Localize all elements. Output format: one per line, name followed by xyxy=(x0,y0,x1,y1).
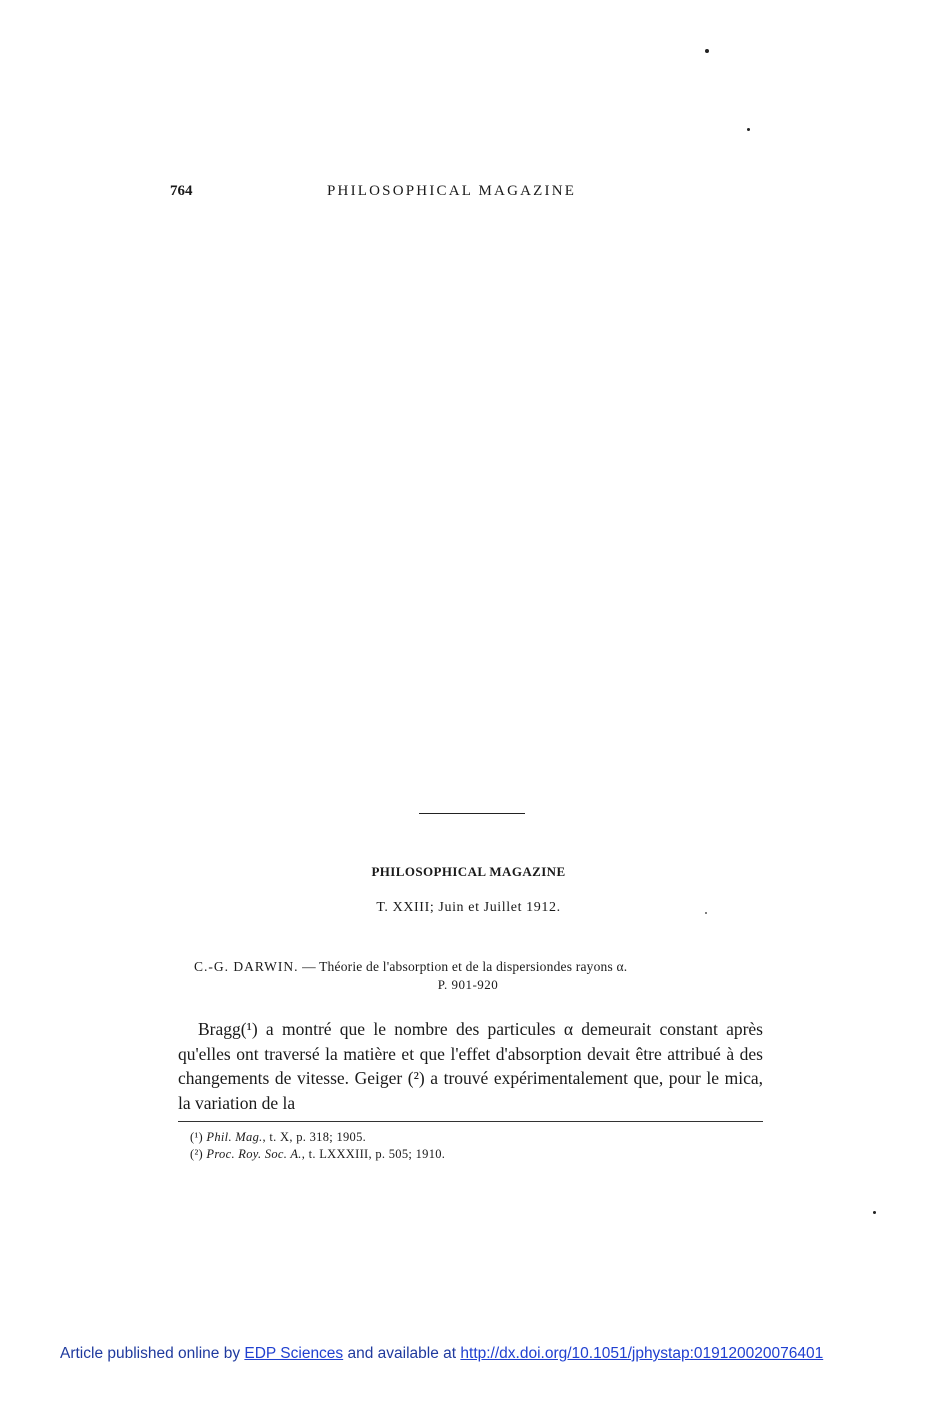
footnote xyxy=(190,1146,445,1163)
banner-prefix: Article published online by xyxy=(60,1345,245,1362)
footnote xyxy=(190,1129,445,1146)
footnote-details: , t. LXXXIII, p. 505; 1910. xyxy=(301,1147,446,1161)
issue-line: T. XXIII; Juin et Juillet 1912. xyxy=(376,900,561,915)
article-heading xyxy=(194,959,627,975)
article-body-text: Bragg(¹) a montré que le nombre des particules α demeurait constant après qu'elles ont traversé la matière et que l'effet d'absorption devait être attribué à des changements de vitesse. Geiger (²) a trouvé expérimentalement que, pour le mica, la variation de la xyxy=(178,1019,763,1113)
footnote-marker: (¹) xyxy=(190,1130,203,1144)
footnote-source: Phil. Mag. xyxy=(206,1130,263,1144)
article-title: — Théorie de l'absorption et de la dispersiondes rayons α. xyxy=(298,959,628,974)
footnotes xyxy=(190,1129,445,1163)
publisher-link[interactable]: EDP Sciences xyxy=(244,1345,344,1362)
footnote-details: , t. X, p. 318; 1905. xyxy=(262,1130,367,1144)
article-pages: P. 901-920 xyxy=(437,977,499,992)
publication-banner xyxy=(60,1345,823,1363)
running-title: PHILOSOPHICAL MAGAZINE xyxy=(327,183,577,199)
footnote-rule xyxy=(178,1121,763,1122)
scan-speck xyxy=(705,912,707,914)
footnote-source: Proc. Roy. Soc. A. xyxy=(206,1147,302,1161)
footnote-marker: (²) xyxy=(190,1147,203,1161)
doi-link[interactable]: http://dx.doi.org/10.1051/jphystap:019120020076401 xyxy=(460,1345,824,1362)
article-body xyxy=(178,1017,763,1115)
scan-speck xyxy=(747,128,750,131)
page-number: 764 xyxy=(170,183,193,199)
article-author: C.-G. DARWIN. xyxy=(194,959,299,974)
section-title: PHILOSOPHICAL MAGAZINE xyxy=(371,864,566,879)
scan-speck xyxy=(705,49,709,53)
scan-speck xyxy=(873,1211,876,1214)
banner-middle: and available at xyxy=(343,1345,461,1362)
section-divider xyxy=(419,813,525,814)
